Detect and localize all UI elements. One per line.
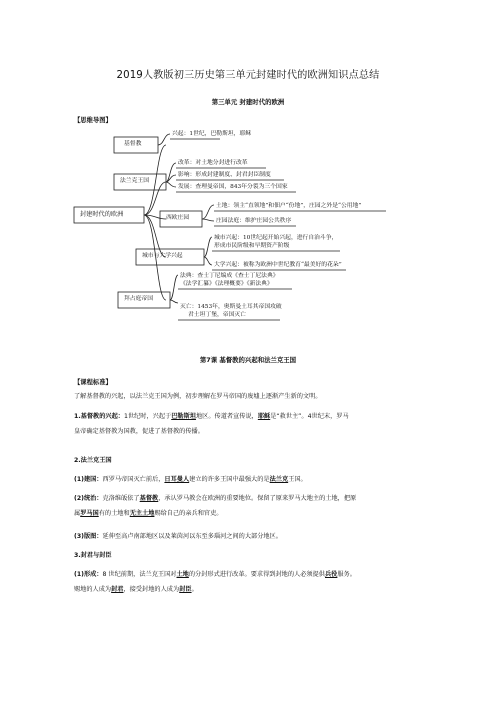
- mind-map-center: 封建时代的欧洲: [80, 211, 124, 218]
- standard-tag: 【课程标准】: [74, 379, 112, 386]
- keyword: 巴勒斯坦: [171, 413, 196, 420]
- leaf-text: 法典：查士丁尼编成《查士丁尼法典》: [180, 273, 279, 279]
- keyword: 日耳曼人: [164, 476, 190, 483]
- keyword: 无主土地: [129, 509, 155, 517]
- section-formation: (1)形成：8 世纪前期，法兰克王国对土地的分封形式进行改革。要求得到封地的人必须提供兵役服务。 赐地的人成为封君，接受封地的人成为封臣。: [74, 571, 356, 593]
- leaf-text: 形成市民阶级和早期资产阶级: [214, 243, 290, 249]
- lesson-title: 第7课 基督教的兴起和法兰克王国: [199, 356, 297, 364]
- branch-label-1: 基督教: [124, 141, 142, 147]
- keyword: 土地: [176, 571, 189, 578]
- section-christianity: 1.基督教的兴起：1世纪时，兴起于巴勒斯坦地区。传道者宣传说，耶稣是“救世主”。4世纪末，罗马 皇帝确定基督教为国教，促进了基督教的传播。: [74, 413, 349, 435]
- section-territory: (3)版图：延伸至高卢南部地区以及莱茵河以东至多瑙河之间的大部分地区。: [74, 533, 282, 540]
- leaf-text: 大学兴起：被称为欧洲中世纪教育“最美好的花朵”: [214, 262, 342, 268]
- section-heading: 3.封君与封臣: [74, 552, 112, 559]
- leaf-text: 改革：对土地分封进行改革: [178, 160, 248, 166]
- keyword: 封臣: [179, 585, 192, 593]
- standard-text: 了解基督教的兴起，以法兰克王国为例，初步理解在罗马帝国的废墟上逐渐产生新的文明。: [74, 393, 322, 400]
- keyword: 法兰克: [269, 476, 289, 483]
- leaf-text: 《法学汇纂》《法理概要》《新法典》: [180, 281, 273, 287]
- section-lead: 1.基督教的兴起：: [74, 413, 124, 420]
- branch-label-5: 拜占庭帝国: [124, 296, 153, 302]
- mind-map: [70, 125, 390, 350]
- keyword: 封君: [111, 585, 124, 593]
- keyword: 兵役: [325, 571, 338, 578]
- document-title: 2019人教版初三历史第三单元封建时代的欧洲知识点总结: [116, 70, 380, 81]
- leaf-text: 君士坦丁堡，帝国灭亡: [188, 312, 246, 318]
- leaf-text: 灭亡：1453年，奥斯曼土耳其帝国攻破: [180, 304, 282, 310]
- unit-title: 第三单元 封建时代的欧洲: [211, 98, 285, 106]
- leaf-text: 发展：查理曼帝国，843年分裂为三个国家: [178, 184, 288, 190]
- leaf-text: 城市兴起：10世纪起开始兴起，进行自治斗争，: [214, 235, 338, 241]
- section-founding: (1)建国：西罗马帝国灭亡前后，日耳曼人建立的许多王国中最强大的是法兰克王国。: [74, 476, 307, 483]
- branch-label-3: 西欧庄园: [166, 215, 190, 221]
- keyword: 罗马国: [80, 509, 99, 517]
- keyword: 基督教: [139, 495, 159, 502]
- section-rule: (2)统治：克洛维皈依了基督教，承认罗马教会在欧洲的重要地位。保留了原来罗马大地主的土地，把原 属罗马国有的土地和无主土地赐给自己的亲兵和官吏。: [74, 495, 357, 517]
- mindmap-tag: 【思维导图】: [74, 117, 112, 124]
- keyword: 耶稣: [257, 413, 271, 420]
- leaf-text: 影响：形成封建制度、封君封臣制度: [178, 172, 271, 178]
- branch-label-4: 城市与大学兴起: [142, 253, 183, 259]
- branch-label-2: 法兰克王国: [120, 178, 149, 184]
- leaf-text: 土地：领主“直领地”和佃户“份地”，庄园之外是“公用地”: [216, 203, 362, 209]
- section-heading: 2.法兰克王国: [74, 457, 112, 464]
- leaf-text: 庄园法庭：维护庄园公共秩序: [216, 218, 292, 224]
- leaf-text: 兴起：1世纪，巴勒斯坦，耶稣: [172, 131, 252, 137]
